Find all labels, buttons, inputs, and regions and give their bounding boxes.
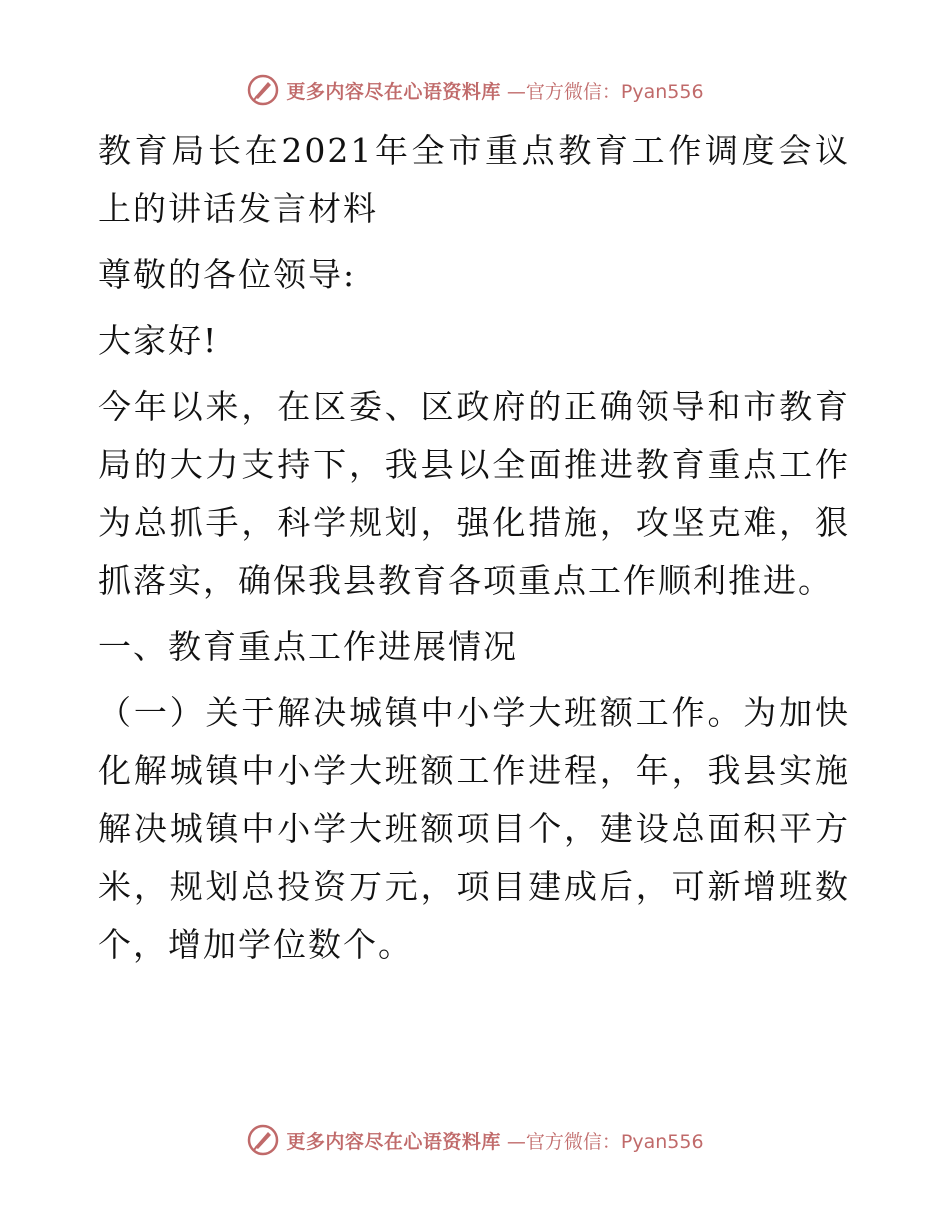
watermark-text: 更多内容尽在心语资料库 (286, 80, 501, 103)
quill-pen-logo-icon (246, 1123, 280, 1157)
intro-paragraph: 今年以来，在区委、区政府的正确领导和市教育局的大力支持下，我县以全面推进教育重点工作为总抓手，科学规划，强化措施，攻坚克难，狠抓落实，确保我县教育各项重点工作顺利推进。 (98, 387, 850, 600)
watermark-contact: —官方微信：Pyan556 (506, 80, 704, 103)
document-title: 教育局长在2021年全市重点教育工作调度会议上的讲话发言材料 (98, 131, 850, 228)
salutation: 尊敬的各位领导: (98, 255, 357, 294)
watermark-text: 更多内容尽在心语资料库 (286, 1130, 501, 1153)
watermark-footer (0, 1120, 950, 1160)
section-item-paragraph: （一）关于解决城镇中小学大班额工作。为加快化解城镇中小学大班额工作进程，年，我县实施解决城镇中小学大班额项目个，建设总面积平方米，规划总投资万元，项目建成后，可新增班数个，增加学位数个。 (98, 693, 850, 964)
watermark-contact: —官方微信：Pyan556 (506, 1130, 704, 1153)
quill-pen-logo-icon (246, 73, 280, 107)
section-heading: 一、教育重点工作进展情况 (98, 627, 518, 666)
watermark-header (0, 70, 950, 110)
greeting: 大家好! (98, 321, 219, 360)
document-body (98, 122, 850, 974)
